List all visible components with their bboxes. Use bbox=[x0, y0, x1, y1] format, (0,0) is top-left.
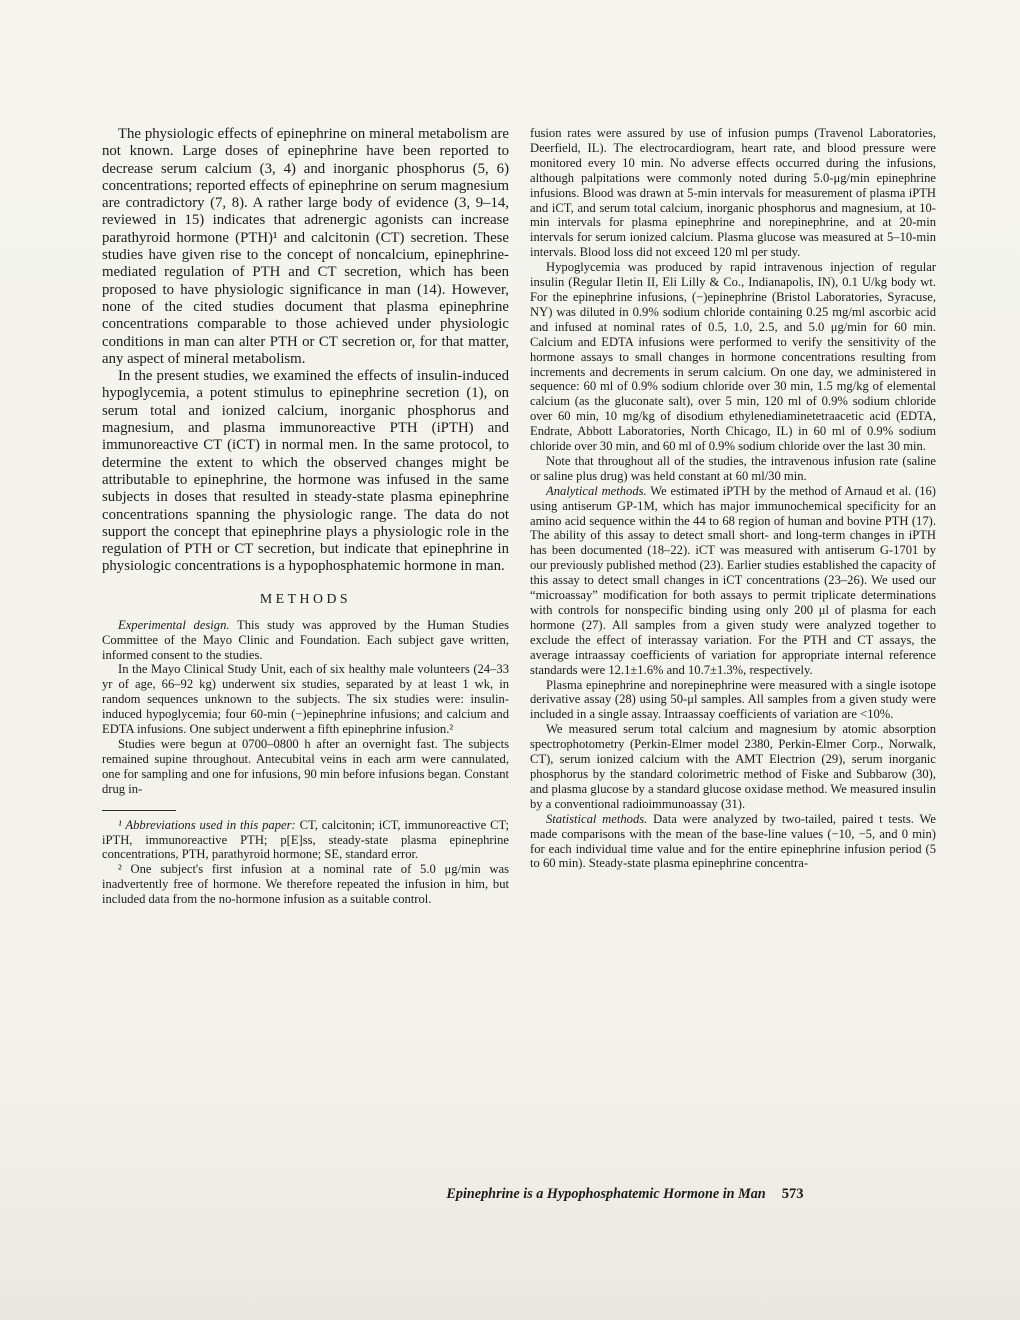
footnote-1-label: ¹ Abbreviations used in this paper: bbox=[118, 817, 296, 832]
footnote-2: ² One subject's first infusion at a nominal rate of 5.0 μg/min was inadvertently free of hormone. We therefore repeated the infusion in him, but included data from the no-hormone infusion as a suitable control. bbox=[102, 862, 509, 907]
running-title: Epinephrine is a Hypophosphatemic Hormone in Man bbox=[446, 1186, 766, 1202]
left-column bbox=[102, 126, 509, 907]
intro-paragraph-1: The physiologic effects of epinephrine on mineral metabolism are not known. Large doses of epinephrine have been reported to decrease serum calcium (3, 4) and inorganic phosphorus (5, 6) concentrations; reported effects of epinephrine on serum magnesium are contradictory (7, 8). A rather large body of evidence (3, 9–14, reviewed in 15) indicates that adrenergic agonists can increase parathyroid hormone (PTH)¹ and calcitonin (CT) secretion. These studies have given rise to the concept of noncalcium, epinephrine-mediated regulation of PTH and CT secretion, which has been proposed to have physiologic significance in man (14). However, none of the cited studies document that plasma epinephrine concentrations comparable to those achieved under physiologic conditions in man can alter PTH or CT secretion or, for that matter, any aspect of mineral metabolism. bbox=[102, 126, 509, 367]
footnote-1 bbox=[102, 818, 509, 863]
plasma-assay-paragraph: Plasma epinephrine and norepinephrine were measured with a single isotope derivative assay (28) using 50-μl samples. All samples from a given study were included in a single assay. Intraassay coefficients of variation are <10%. bbox=[530, 677, 936, 722]
intro-paragraph-2: In the present studies, we examined the effects of insulin-induced hypoglycemia, a potent stimulus to epinephrine secretion (1), on serum total and ionized calcium, inorganic phosphorus and magnesium, and plasma immunoreactive PTH (iPTH) and immunoreactive CT (iCT) in normal men. In the same protocol, to determine the extent to which the observed changes might be attributable to epinephrine, the hormone was infused in the same subjects in doses that resulted in steady-state plasma epinephrine concentrations spanning the physiologic range. The data do not support the concept that epinephrine plays a physiologic role in the regulation of PTH or CT secretion, but indicate that epinephrine in physiologic concentrations is a hypophosphatemic hormone in man. bbox=[102, 368, 509, 575]
footnote-1-text: CT, calcitonin; iCT, immunoreactive CT; iPTH, immunoreactive PTH; p[E]ss, steady-state plasma epinephrine concentrations, PTH, parathyroid hormone; SE, standard error. bbox=[102, 817, 509, 862]
page-number: 573 bbox=[781, 1186, 804, 1202]
experimental-design-text: This study was approved by the Human Studies Committee of the Mayo Clinic and Foundation. Each subject gave written, informed consent to the studies. bbox=[102, 617, 509, 662]
experimental-design-label: Experimental design. bbox=[118, 617, 230, 632]
infusion-note-paragraph: Note that throughout all of the studies, the intravenous infusion rate (saline or saline plus drug) was held constant at 60 ml/30 min. bbox=[530, 453, 936, 483]
experimental-design-paragraph bbox=[102, 618, 509, 663]
analytical-methods-label: Analytical methods. bbox=[546, 483, 647, 498]
footnote-divider bbox=[102, 810, 176, 811]
serum-measurement-paragraph: We measured serum total calcium and magnesium by atomic absorption spectrophotometry (Perkin-Elmer model 2380, Perkin-Elmer Corp., Norwalk, CT), serum ionized calcium with the AMT Electrion (29), serum inorganic phosphorus by the standard colorimetric method of Fiske and Subbarow (30), and plasma glucose by a standard glucose oxidase method. We measured insulin by a conventional radioimmunoassay (31). bbox=[530, 722, 936, 811]
two-column-layout bbox=[102, 126, 936, 907]
page-footer bbox=[0, 1185, 1020, 1203]
study-design-paragraph: In the Mayo Clinical Study Unit, each of six healthy male volunteers (24–33 yr of age, 66–92 kg) underwent six studies, separated by at least 1 wk, in random sequences unknown to the subjects. The six studies were: insulin-induced hypoglycemia; four 60-min (−)epinephrine infusions; and calcium and EDTA infusions. One subject underwent a fifth epinephrine infusion.² bbox=[102, 662, 509, 737]
hypoglycemia-paragraph: Hypoglycemia was produced by rapid intravenous injection of regular insulin (Regular Iletin II, Eli Lilly & Co., Indianapolis, IN), 0.1 U/kg body wt. For the epinephrine infusions, (−)epinephrine (Bristol Laboratories, Syracuse, NY) was diluted in 0.9% sodium chloride containing 0.25 mg/ml ascorbic acid and infused at nominal rates of 0.5, 1.0, 2.5, and 5.0 μg/min for 60 min. Calcium and EDTA infusions were performed to verify the sensitivity of the hormone assays to small changes in hormone concentrations resulting from increments and decrements in serum calcium. On one day, we administered in sequence: 60 ml of 0.9% sodium chloride over 30 min, 1.5 mg/kg of elemental calcium (as the gluconate salt), over 5 min, 120 ml of 0.9% sodium chloride over 60 min, 10 mg/kg of disodium ethylenediaminetetraacetic acid (EDTA, Endrate, Abbott Laboratories, North Chicago, IL) in 60 ml of 0.9% sodium chloride over 30 min, and 60 ml of 0.9% sodium chloride over the last 30 min. bbox=[530, 260, 936, 454]
right-column bbox=[530, 126, 936, 907]
continuation-paragraph: fusion rates were assured by use of infusion pumps (Travenol Laboratories, Deerfield, IL). The electrocardiogram, heart rate, and blood pressure were monitored every 10 min. No adverse effects occurred during the infusions, although palpitations were commonly noted during 5.0-μg/min epinephrine infusions. Blood was drawn at 5-min intervals for measurement of plasma iPTH and iCT, and serum total calcium, inorganic phosphorus and magnesium, at 10-min intervals for plasma epinephrine and norepinephrine, and at 20-min intervals for serum ionized calcium. Plasma glucose was measured at 5–10-min intervals. Blood loss did not exceed 120 ml per study. bbox=[530, 126, 936, 260]
statistical-methods-text: Data were analyzed by two-tailed, paired t tests. We made comparisons with the mean of the base-line values (−10, −5, and 0 min) for each individual time value and for the entire epinephrine infusion period (5 to 60 min). Steady-state plasma epinephrine concentra- bbox=[530, 811, 936, 871]
statistical-methods-label: Statistical methods. bbox=[546, 811, 648, 826]
statistical-methods-paragraph bbox=[530, 812, 936, 872]
analytical-methods-text: We estimated iPTH by the method of Arnaud et al. (16) using antiserum GP-1M, which has major immunochemical specificity for an amino acid sequence within the 44 to 68 region of human and bovine PTH (17). The ability of this assay to detect small short- and long-term changes in iPTH has been documented (18–22). iCT was measured with antiserum G-1701 by our previously published method (23). Earlier studies established the capacity of this assay to detect small changes in iCT concentrations (23–26). We used our “microassay” modification for both assays to permit triplicate determinations with controls for nonspecific binding using only 200 μl of plasma for each hormone (27). All samples from a given study were analyzed together to exclude the effect of interassay variation. For the PTH and CT assays, the average intraassay coefficients of variation for appropriate internal reference standards were 12.1±1.6% and 10.7±1.3%, respectively. bbox=[530, 483, 936, 677]
analytical-methods-paragraph bbox=[530, 484, 936, 678]
methods-heading: METHODS bbox=[259, 590, 352, 606]
study-procedure-paragraph: Studies were begun at 0700–0800 h after an overnight fast. The subjects remained supine throughout. Antecubital veins in each arm were cannulated, one for sampling and one for infusions, 90 min before infusions began. Constant drug in- bbox=[102, 736, 509, 796]
